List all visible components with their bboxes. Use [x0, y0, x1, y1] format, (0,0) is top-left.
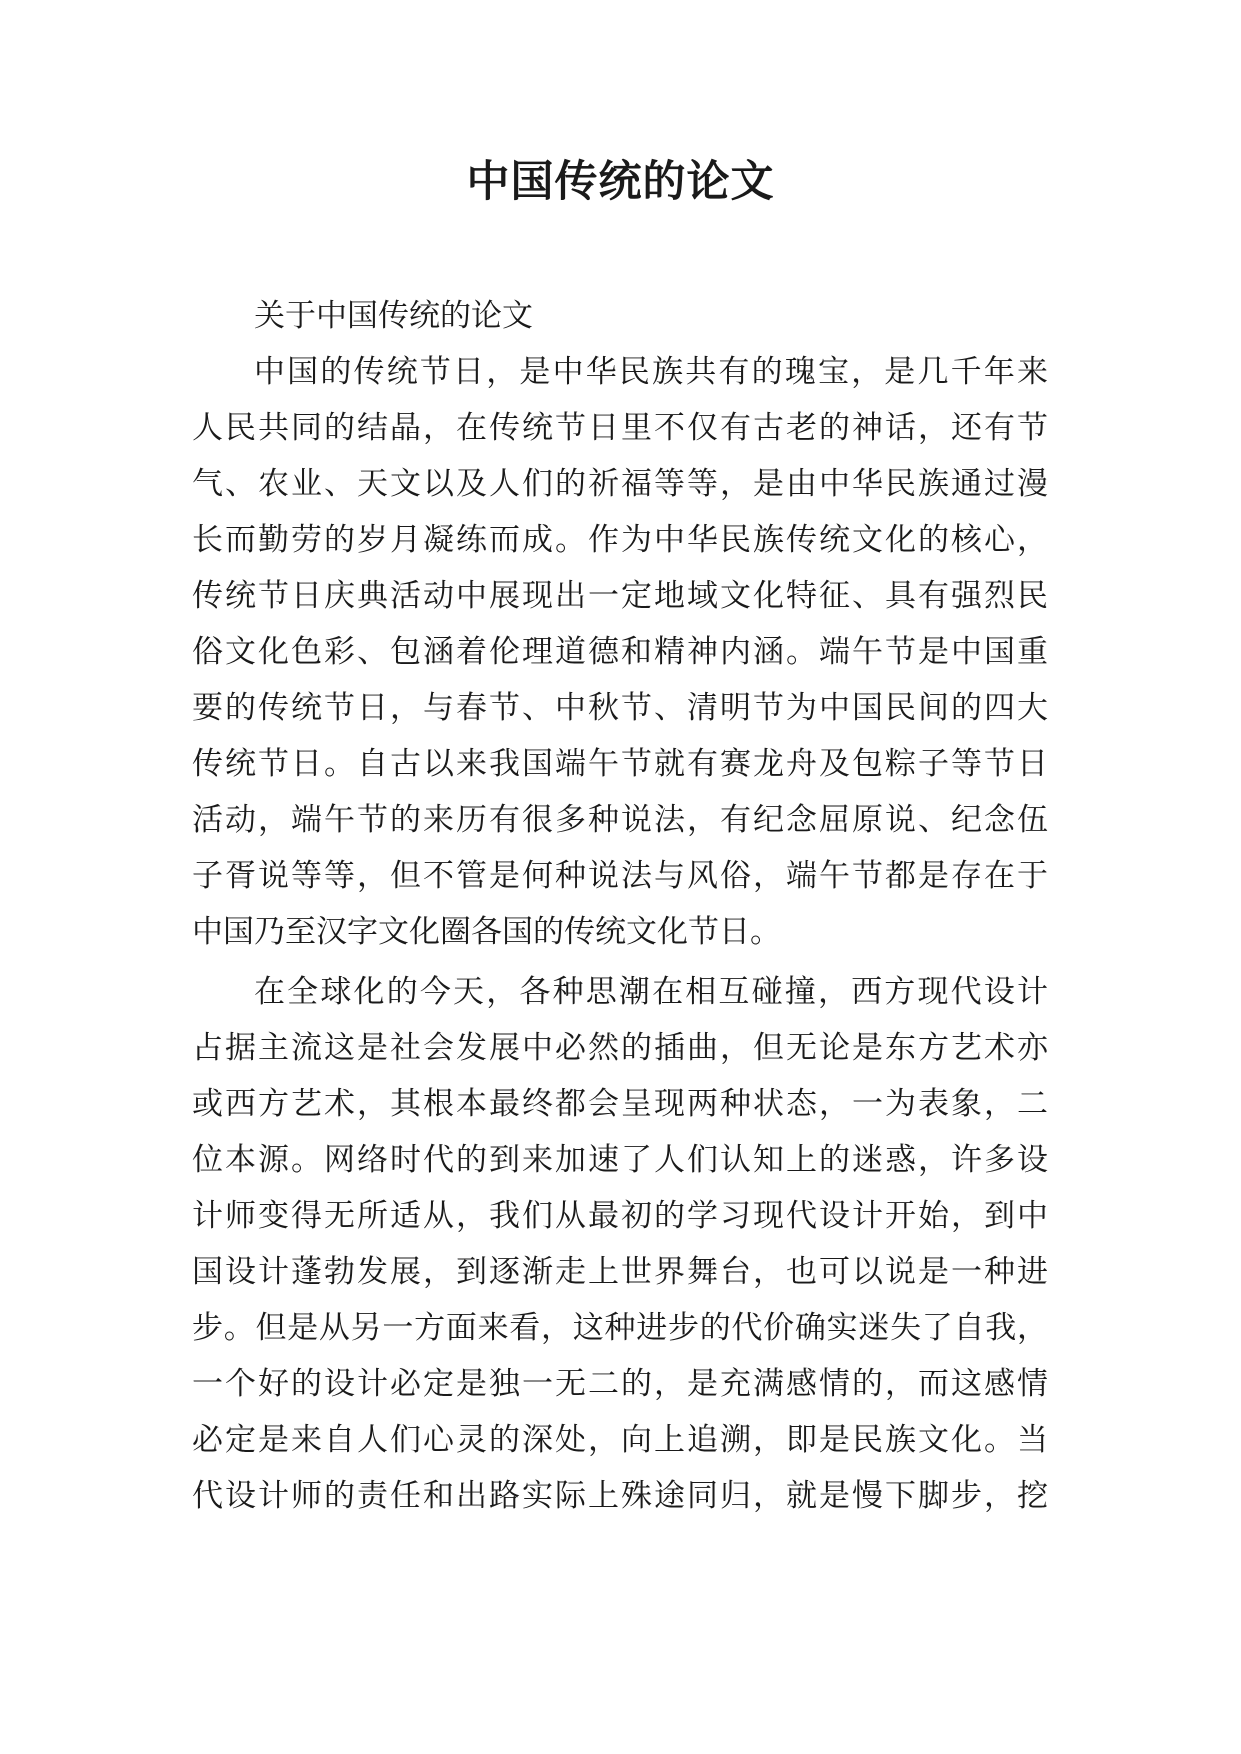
text-line: 人民共同的结晶，在传统节日里不仅有古老的神话，还有节	[192, 410, 1048, 446]
text-line: 中国的传统节日，是中华民族共有的瑰宝，是几千年来	[254, 354, 1048, 390]
text-line: 中国乃至汉字文化圈各国的传统文化节日。	[192, 914, 781, 950]
text-line: 气、农业、天文以及人们的祈福等等，是由中华民族通过漫	[192, 466, 1048, 502]
text-line: 位本源。网络时代的到来加速了人们认知上的迷惑，许多设	[192, 1142, 1048, 1178]
text-line: 活动，端午节的来历有很多种说法，有纪念屈原说、纪念伍	[192, 802, 1048, 838]
text-line: 长而勤劳的岁月凝练而成。作为中华民族传统文化的核心，	[192, 522, 1048, 558]
text-line: 在全球化的今天，各种思潮在相互碰撞，西方现代设计	[254, 974, 1048, 1010]
text-line: 子胥说等等，但不管是何种说法与风俗，端午节都是存在于	[192, 858, 1048, 894]
text-line: 俗文化色彩、包涵着伦理道德和精神内涵。端午节是中国重	[192, 634, 1048, 670]
text-line: 传统节日。自古以来我国端午节就有赛龙舟及包粽子等节日	[192, 746, 1048, 782]
text-line: 关于中国传统的论文	[254, 298, 533, 334]
text-line: 代设计师的责任和出路实际上殊途同归，就是慢下脚步，挖	[192, 1478, 1048, 1514]
text-line: 必定是来自人们心灵的深处，向上追溯，即是民族文化。当	[192, 1422, 1048, 1458]
document-title: 中国传统的论文	[466, 157, 775, 207]
text-line: 要的传统节日，与春节、中秋节、清明节为中国民间的四大	[192, 690, 1048, 726]
text-line: 国设计蓬勃发展，到逐渐走上世界舞台，也可以说是一种进	[192, 1254, 1048, 1290]
text-line: 计师变得无所适从，我们从最初的学习现代设计开始，到中	[192, 1198, 1048, 1234]
text-line: 一个好的设计必定是独一无二的，是充满感情的，而这感情	[192, 1366, 1048, 1402]
text-line: 或西方艺术，其根本最终都会呈现两种状态，一为表象，二	[192, 1086, 1048, 1122]
text-line: 传统节日庆典活动中展现出一定地域文化特征、具有强烈民	[192, 578, 1048, 614]
text-line: 占据主流这是社会发展中必然的插曲，但无论是东方艺术亦	[192, 1030, 1048, 1066]
text-line: 步。但是从另一方面来看，这种进步的代价确实迷失了自我，	[192, 1310, 1048, 1346]
document-body	[192, 288, 1048, 1524]
